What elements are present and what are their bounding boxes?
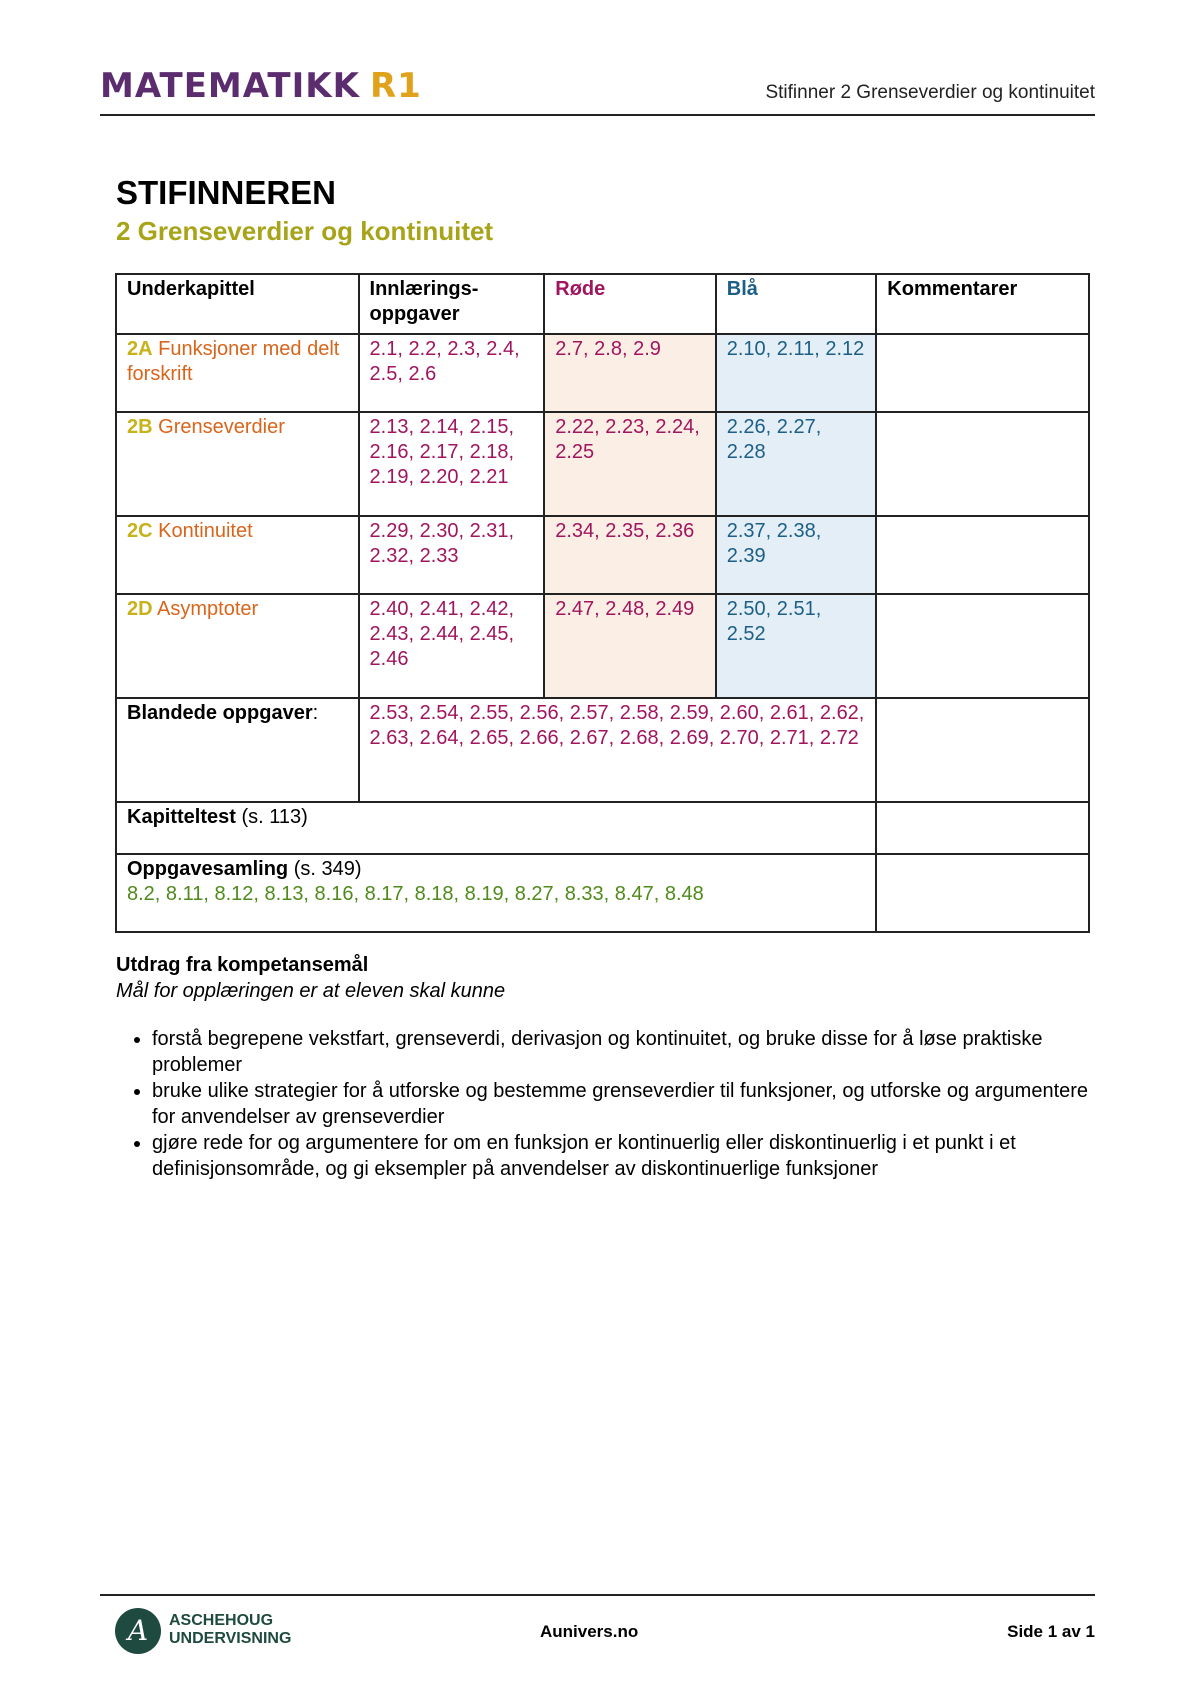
rode-cell: 2.22, 2.23, 2.24, 2.25: [544, 412, 716, 516]
subchapter-code: 2B: [127, 416, 153, 438]
chapter-test-cell: [116, 802, 876, 854]
page-header: [100, 64, 1095, 116]
bla-cell: 2.10, 2.11, 2.12: [716, 334, 877, 412]
comment-cell: [876, 698, 1089, 802]
publisher-line-2: UNDERVISNING: [169, 1630, 292, 1647]
publisher-name: [169, 1612, 291, 1648]
subchapter-name: Funksjoner med delt forskrift: [127, 338, 340, 385]
subchapter-name: Kontinuitet: [158, 520, 253, 542]
mixed-colon: :: [312, 702, 319, 724]
site-link[interactable]: Aunivers.no: [540, 1622, 639, 1641]
list-item: • forstå begrepene vekstfart, grenseverdi, derivasjon og kontinuitet, og bruke disse for å løse praktiske problemer: [152, 1026, 1096, 1078]
collection-row: [116, 854, 1089, 932]
competence-section: [116, 952, 1096, 1182]
list-item: • gjøre rede for og argumentere for om en funksjon er kontinuerlig eller diskontinuerlig i et punkt i et definisjonsområde, og gi eksempler på anvendelser av diskontinuerlige funksjoner: [152, 1130, 1096, 1182]
table-row: [116, 516, 1089, 594]
innlaering-cell: 2.13, 2.14, 2.15, 2.16, 2.17, 2.18, 2.19, 2.20, 2.21: [359, 412, 545, 516]
subchapter-name: Asymptoter: [157, 598, 259, 620]
subchapter-code: 2D: [127, 598, 153, 620]
header-kommentarer: Kommentarer: [876, 274, 1089, 334]
chapter-test-pages: (s. 113): [235, 806, 308, 828]
competence-subheading: Mål for opplæringen er at eleven skal kunne: [116, 980, 506, 1002]
comment-cell: [876, 854, 1089, 932]
mixed-label: Blandede oppgaver: [127, 702, 313, 724]
publisher-line-1: ASCHEHOUG: [169, 1612, 274, 1629]
list-item: • bruke ulike strategier for å utforske og bestemme grenseverdier til funksjoner, og utforske og argumentere for anvendelser av grenseverdier: [152, 1078, 1096, 1130]
document-title: Stifinner 2 Grenseverdier og kontinuitet: [765, 82, 1095, 103]
chapter-test-label: Kapitteltest: [127, 806, 236, 828]
bla-cell: 2.37, 2.38, 2.39: [716, 516, 877, 594]
bla-cell: 2.50, 2.51, 2.52: [716, 594, 877, 698]
competence-heading: Utdrag fra kompetansemål: [116, 954, 369, 976]
header-bla: Blå: [716, 274, 877, 334]
mixed-label-cell: [116, 698, 359, 802]
chapter-test-row: [116, 802, 1089, 854]
page-title: STIFINNEREN: [116, 174, 337, 211]
subchapter-code: 2C: [127, 520, 153, 542]
subchapter-cell: [116, 594, 359, 698]
rode-cell: 2.7, 2.8, 2.9: [544, 334, 716, 412]
subchapter-cell: [116, 412, 359, 516]
footer-divider: [100, 1594, 1095, 1596]
competence-list: [116, 1026, 1096, 1182]
header-underkapittel: Underkapittel: [116, 274, 359, 334]
subchapter-cell: [116, 516, 359, 594]
subchapter-name: Grenseverdier: [158, 416, 285, 438]
logo-level: R1: [369, 66, 422, 106]
logo-word: MATEMATIKK: [100, 66, 360, 106]
matematikk-logo: [100, 66, 422, 106]
header-innlaering: Innlærings-oppgaver: [359, 274, 545, 334]
comment-cell: [876, 594, 1089, 698]
subchapter-cell: [116, 334, 359, 412]
page-subtitle: 2 Grenseverdier og kontinuitet: [116, 216, 494, 246]
collection-values: 8.2, 8.11, 8.12, 8.13, 8.16, 8.17, 8.18, 8.19, 8.27, 8.33, 8.47, 8.48: [127, 883, 704, 905]
table-header-row: [116, 274, 1089, 334]
comment-cell: [876, 412, 1089, 516]
comment-cell: [876, 334, 1089, 412]
mixed-row: [116, 698, 1089, 802]
comment-cell: [876, 802, 1089, 854]
comment-cell: [876, 516, 1089, 594]
innlaering-cell: 2.1, 2.2, 2.3, 2.4, 2.5, 2.6: [359, 334, 545, 412]
bla-cell: 2.26, 2.27, 2.28: [716, 412, 877, 516]
rode-cell: 2.47, 2.48, 2.49: [544, 594, 716, 698]
exercise-table: [115, 273, 1090, 933]
subchapter-code: 2A: [127, 338, 153, 360]
table-row: [116, 412, 1089, 516]
header-rode: Røde: [544, 274, 716, 334]
table-row: [116, 334, 1089, 412]
rode-cell: 2.34, 2.35, 2.36: [544, 516, 716, 594]
innlaering-cell: 2.40, 2.41, 2.42, 2.43, 2.44, 2.45, 2.46: [359, 594, 545, 698]
innlaering-cell: 2.29, 2.30, 2.31, 2.32, 2.33: [359, 516, 545, 594]
collection-pages: (s. 349): [288, 858, 362, 880]
aschehoug-logo-icon: A: [115, 1608, 161, 1654]
collection-label: Oppgavesamling: [127, 858, 289, 880]
mixed-values: 2.53, 2.54, 2.55, 2.56, 2.57, 2.58, 2.59, 2.60, 2.61, 2.62, 2.63, 2.64, 2.65, 2.66, 2.67, 2.68, 2.69, 2.70, 2.71, 2.72: [359, 698, 877, 802]
page-number: Side 1 av 1: [1007, 1622, 1095, 1641]
collection-cell: [116, 854, 876, 932]
table-row: [116, 594, 1089, 698]
